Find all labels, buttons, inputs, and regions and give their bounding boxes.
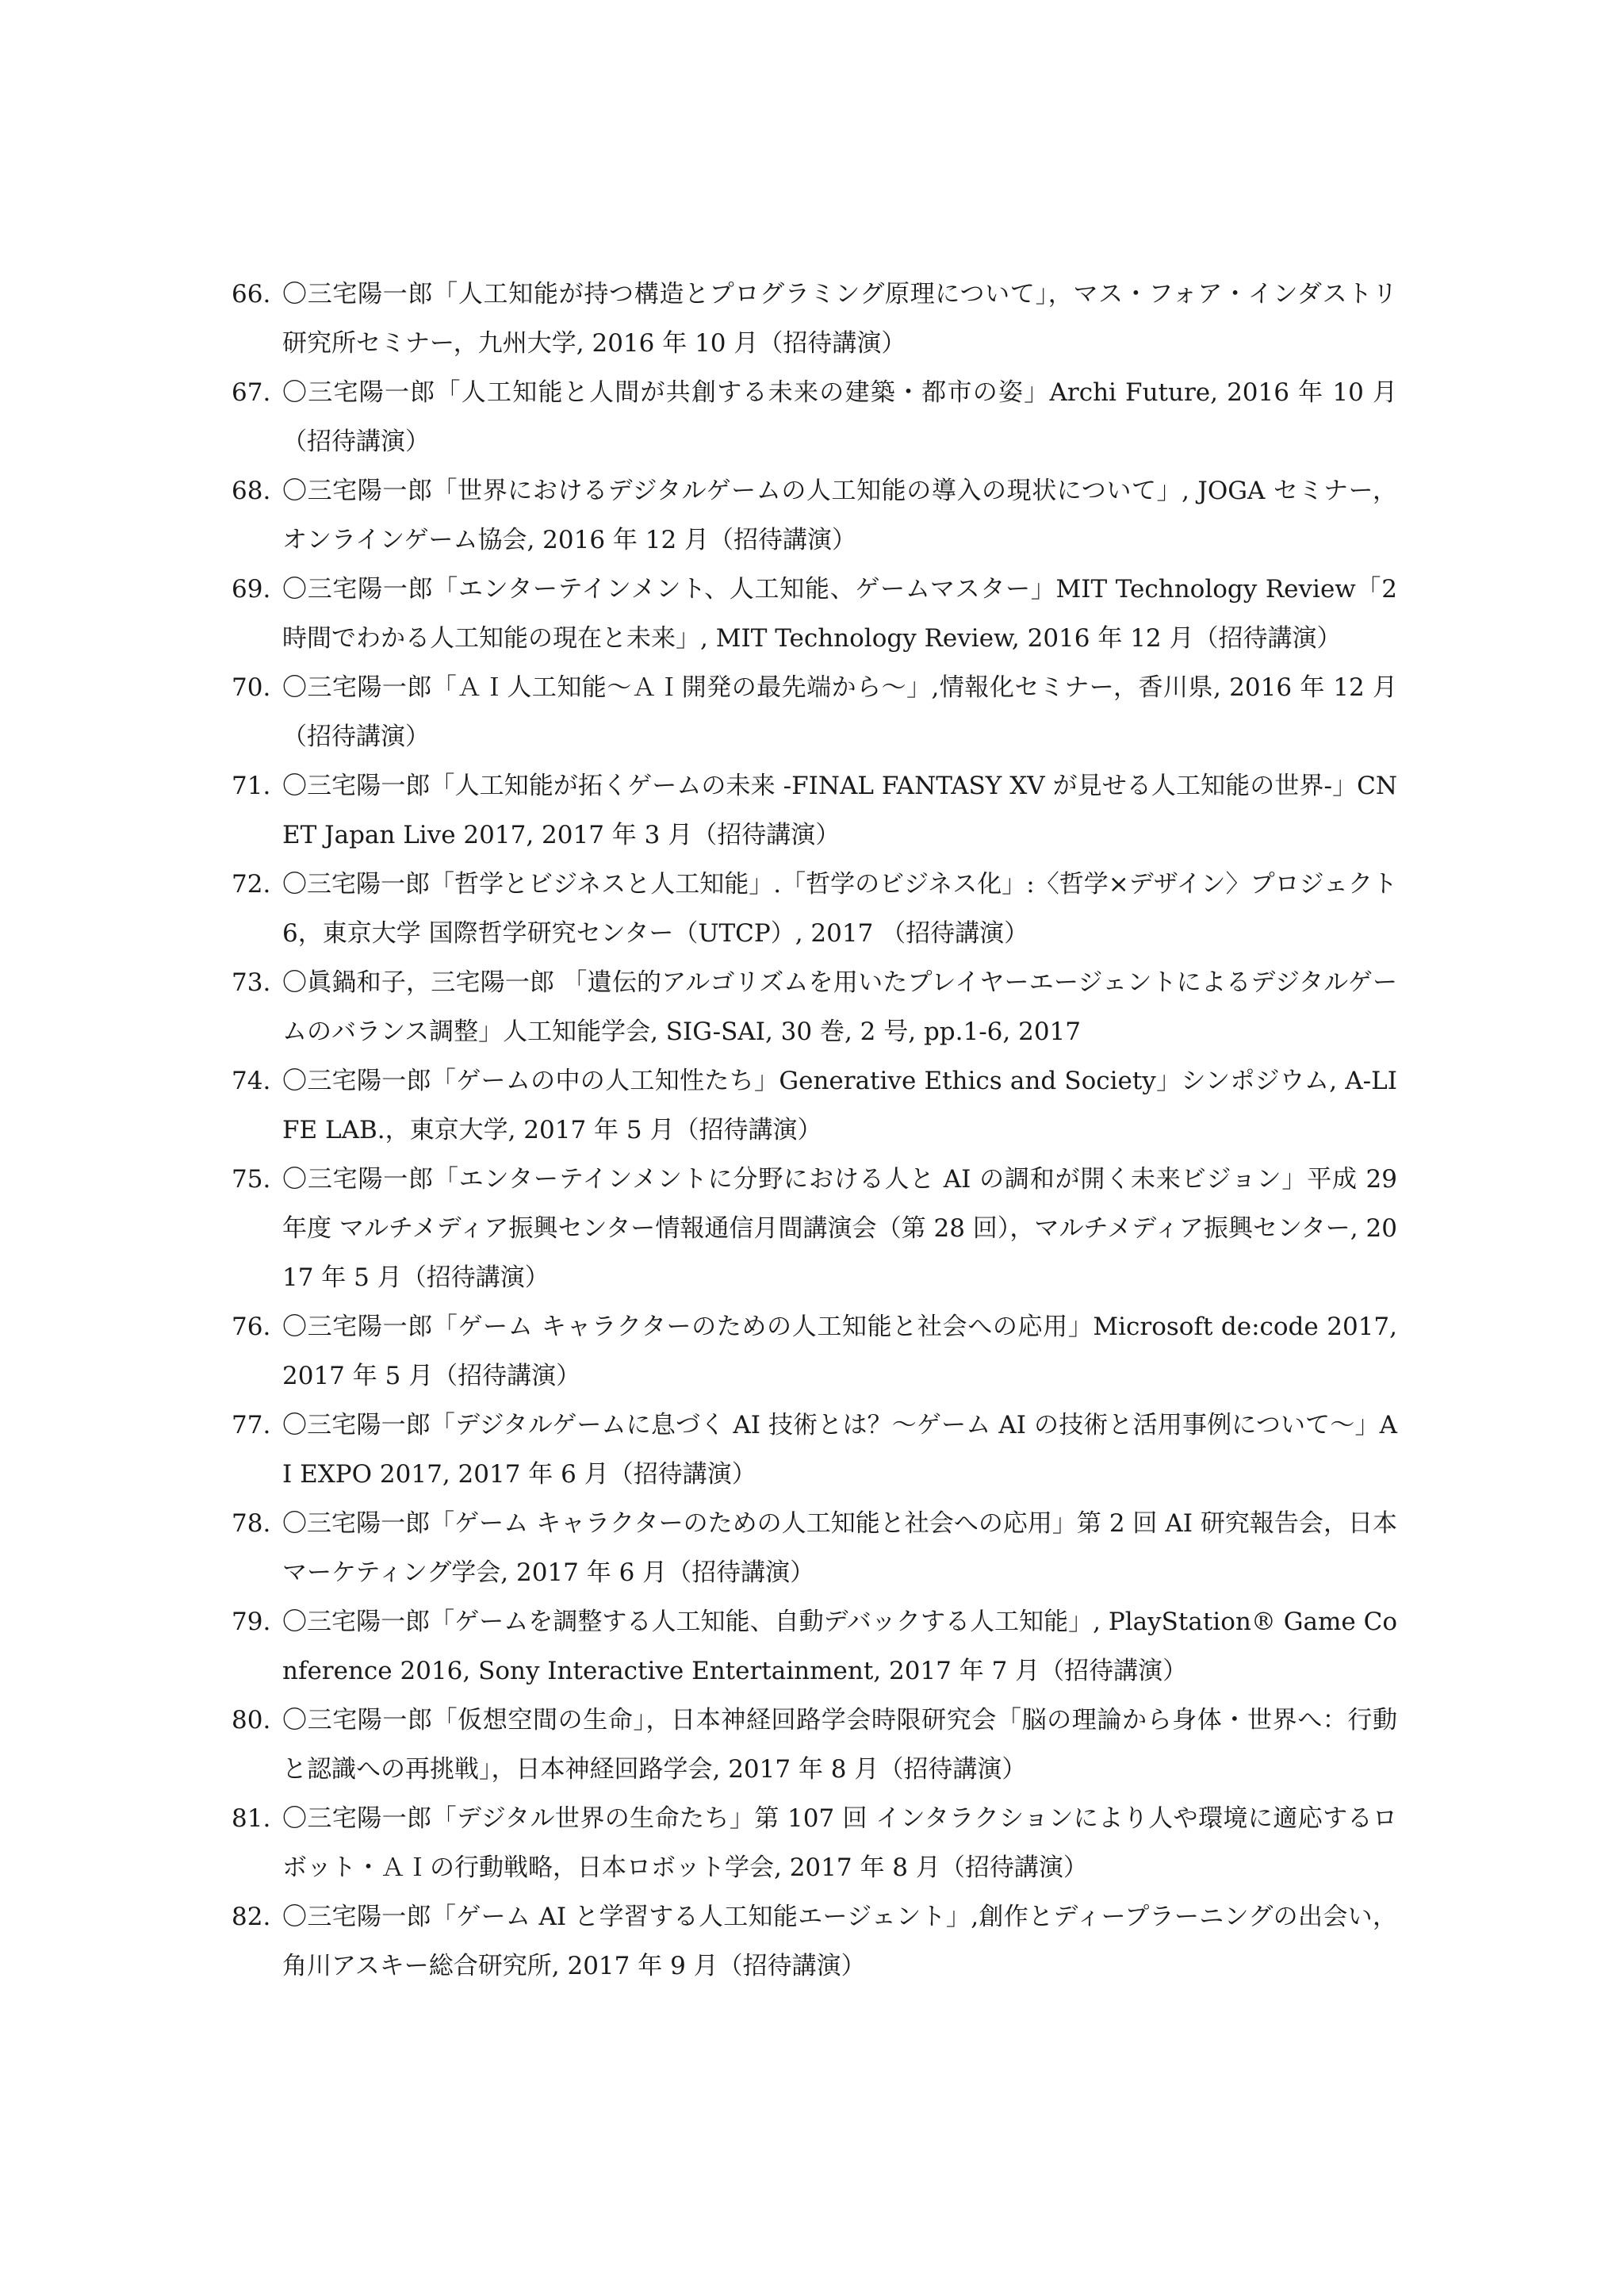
entry-text: 〇三宅陽一郎「仮想空間の生命」，日本神経回路学会時限研究会「脳の理論から身体・世界へ：行動と認識への再挑戦」，日本神経回路学会, 2017 年 8 月（招待講演） [282,1706,1397,1784]
entry-text: 〇三宅陽一郎「世界におけるデジタルゲームの人工知能の導入の現状について」, JOGA セミナー，オンラインゲーム協会, 2016 年 12 月（招待講演） [282,477,1397,554]
entry-text: 〇三宅陽一郎「デジタルゲームに息づく AI 技術とは？〜ゲーム AI の技術と活用事例について〜」AI EXPO 2017, 2017 年 6 月（招待講演） [282,1411,1397,1489]
list-item [232,1794,1397,1892]
entry-number: 69. [232,575,271,604]
entry-text: 〇三宅陽一郎「ゲーム AI と学習する人工知能エージェント」,創作とディープラーニングの出会い，角川アスキー総合研究所, 2017 年 9 月（招待講演） [282,1903,1397,1980]
entry-number: 79. [232,1608,271,1636]
entry-text: 〇三宅陽一郎「ゲーム キャラクターのための人工知能と社会への応用」第 2 回 AI 研究報告会，日本マーケティング学会, 2017 年 6 月（招待講演） [282,1509,1397,1587]
entry-text: 〇三宅陽一郎「ゲームを調整する人工知能、自動デバックする人工知能」, PlayStation® Game Conference 2016, Sony Interactive Entertainment, 2017 年 7 月（招待講演） [282,1608,1397,1685]
entry-text: 〇三宅陽一郎「デジタル世界の生命たち」第 107 回 インタラクションにより人や環境に適応するロボット・ＡＩの行動戦略，日本ロボット学会, 2017 年 8 月（招待講演） [282,1804,1397,1882]
entry-number: 67. [232,378,271,407]
entry-number: 71. [232,772,271,800]
list-item [232,1056,1397,1155]
entry-number: 66. [232,280,271,309]
list-item [232,1597,1397,1696]
list-item [232,1696,1397,1794]
entry-number: 77. [232,1411,271,1439]
entry-number: 76. [232,1313,271,1341]
entry-number: 78. [232,1509,271,1538]
entry-text: 〇三宅陽一郎「人工知能が拓くゲームの未来 -FINAL FANTASY XV が見せる人工知能の世界-」CNET Japan Live 2017, 2017 年 3 月（招待講演） [282,772,1397,849]
entry-text: 〇三宅陽一郎「ＡＩ人工知能〜ＡＩ開発の最先端から〜」,情報化セミナー，香川県, 2016 年 12 月（招待講演） [282,673,1397,751]
entry-text: 〇三宅陽一郎「エンターテインメント、人工知能、ゲームマスター」MIT Technology Review「2 時間でわかる人工知能の現在と未来」, MIT Technology Review, 2016 年 12 月（招待講演） [282,575,1397,653]
entry-text: 〇眞鍋和子，三宅陽一郎 「遺伝的アルゴリズムを用いたプレイヤーエージェントによるデジタルゲームのバランス調整」人工知能学会, SIG-SAI, 30 巻, 2 号, pp.1-6, 2017 [282,968,1397,1046]
entry-text: 〇三宅陽一郎「ゲーム キャラクターのための人工知能と社会への応用」Microsoft de:code 2017, 2017 年 5 月（招待講演） [282,1313,1397,1390]
entry-number: 80. [232,1706,271,1734]
list-item [232,565,1397,663]
entry-number: 72. [232,870,271,899]
reference-list [232,270,1397,1991]
entry-number: 70. [232,673,271,702]
entry-text: 〇三宅陽一郎「エンターテインメントに分野における人と AI の調和が開く未来ビジョン」平成 29 年度 マルチメディア振興センター情報通信月間講演会（第 28 回），マルチメディア振興センター, 2017 年 5 月（招待講演） [282,1165,1397,1292]
list-item [232,1302,1397,1401]
list-item [232,761,1397,860]
entry-number: 81. [232,1804,271,1833]
entry-number: 73. [232,968,271,997]
list-item [232,466,1397,565]
entry-number: 74. [232,1067,271,1095]
list-item [232,368,1397,466]
list-item [232,1892,1397,1991]
list-item [232,1401,1397,1499]
entry-text: 〇三宅陽一郎「哲学とビジネスと人工知能」.「哲学のビジネス化」:〈哲学×デザイン〉プロジェクト 6，東京大学 国際哲学研究センター（UTCP）, 2017 （招待講演） [282,870,1397,948]
list-item [232,1499,1397,1597]
entry-text: 〇三宅陽一郎「人工知能が持つ構造とプログラミング原理について」，マス・フォア・インダストリ研究所セミナー，九州大学, 2016 年 10 月（招待講演） [282,280,1397,358]
entry-number: 75. [232,1165,271,1194]
entry-number: 82. [232,1903,271,1931]
entry-text: 〇三宅陽一郎「人工知能と人間が共創する未来の建築・都市の姿」Archi Future, 2016 年 10 月（招待講演） [282,378,1397,456]
entry-text: 〇三宅陽一郎「ゲームの中の人工知性たち」Generative Ethics and Society」シンポジウム, A-LIFE LAB.，東京大学, 2017 年 5 月（招待講演） [282,1067,1397,1144]
list-item [232,958,1397,1056]
list-item [232,860,1397,958]
entry-number: 68. [232,477,271,505]
list-item [232,270,1397,368]
list-item [232,663,1397,761]
list-item [232,1155,1397,1302]
